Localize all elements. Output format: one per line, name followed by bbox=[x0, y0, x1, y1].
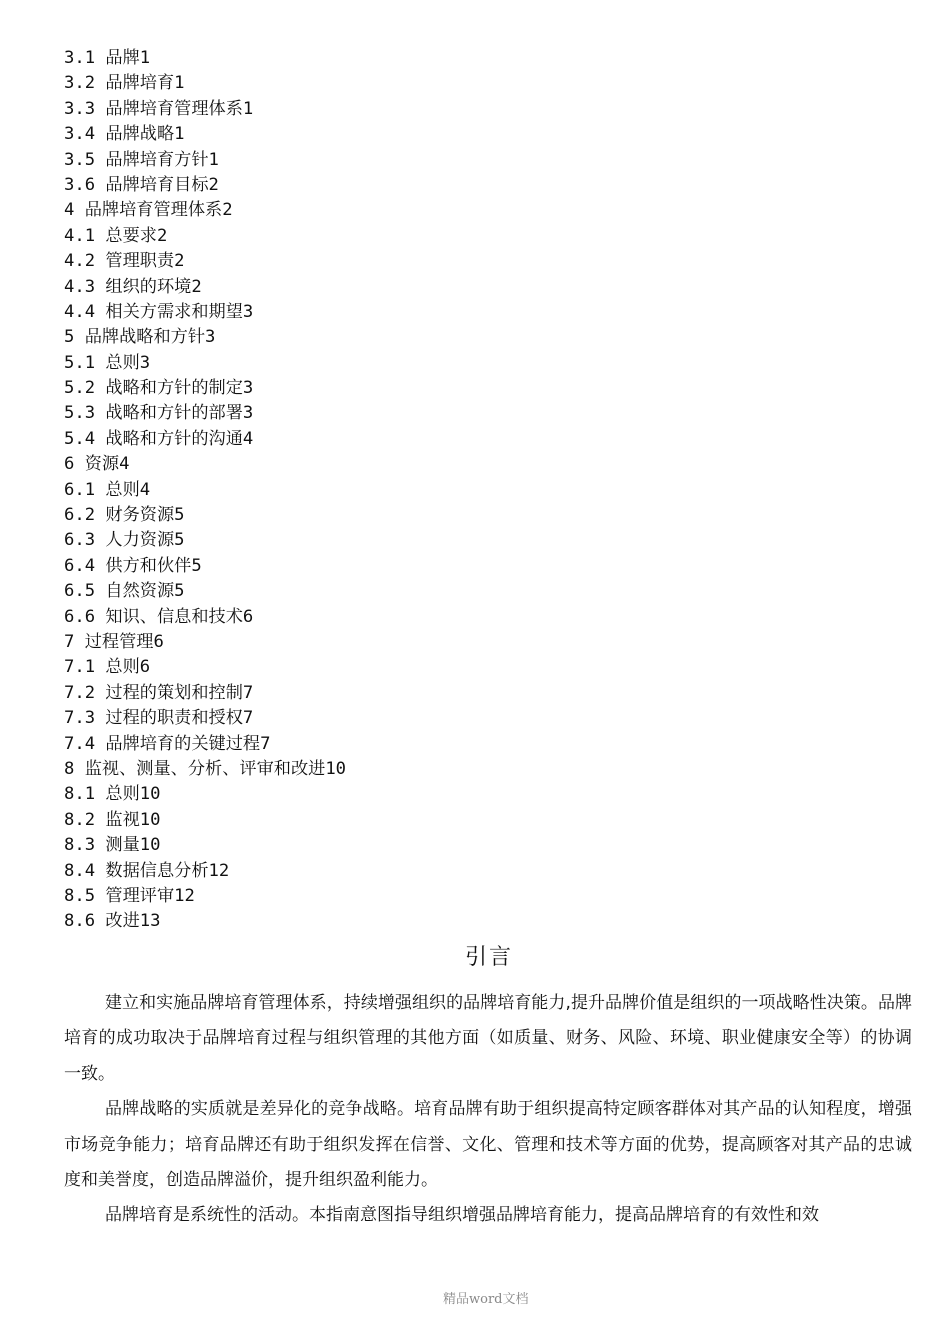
toc-item: 5.4 战略和方针的沟通4 bbox=[64, 428, 254, 449]
toc-item: 6.5 自然资源5 bbox=[64, 581, 185, 602]
toc-item: 5 品牌战略和方针3 bbox=[64, 327, 216, 348]
toc-item: 8.3 测量10 bbox=[64, 835, 161, 856]
toc-item: 8.5 管理评审12 bbox=[64, 885, 195, 906]
toc-item: 5.2 战略和方针的制定3 bbox=[64, 378, 254, 399]
toc-item: 8.4 数据信息分析12 bbox=[64, 860, 230, 881]
toc-item: 4.4 相关方需求和期望3 bbox=[64, 301, 254, 322]
toc-item: 3.1 品牌1 bbox=[64, 48, 151, 68]
paragraph: 品牌培育是系统性的活动。本指南意图指导组织增强品牌培育能力，提高品牌培育的有效性和效 bbox=[105, 1205, 819, 1226]
section-title: 引言 bbox=[464, 945, 513, 970]
toc-item: 3.5 品牌培育方针1 bbox=[64, 149, 219, 170]
toc-item: 6.3 人力资源5 bbox=[64, 530, 185, 551]
toc-item: 8.1 总则10 bbox=[64, 784, 161, 805]
toc-item: 8.2 监视10 bbox=[64, 809, 161, 830]
toc-item: 3.4 品牌战略1 bbox=[64, 124, 185, 145]
toc-item: 7.4 品牌培育的关键过程7 bbox=[64, 733, 271, 754]
toc-item: 3.2 品牌培育1 bbox=[64, 73, 185, 94]
toc-item: 6.1 总则4 bbox=[64, 479, 151, 500]
toc-item: 6.6 知识、信息和技术6 bbox=[64, 606, 254, 627]
toc-item: 4.3 组织的环境2 bbox=[64, 276, 202, 297]
toc-item: 7.2 过程的策划和控制7 bbox=[64, 682, 254, 703]
toc-item: 6.2 财务资源5 bbox=[64, 505, 185, 526]
toc-item: 5.3 战略和方针的部署3 bbox=[64, 403, 254, 424]
body-text bbox=[64, 986, 912, 1234]
paragraph: 建立和实施品牌培育管理体系，持续增强组织的品牌培育能力,提升品牌价值是组织的一项战略性决策。品牌培育的成功取决于品牌培育过程与组织管理的其他方面（如质量、财务、风险、环境、职业健康安全等）的协调一致。 bbox=[64, 993, 912, 1084]
paragraph: 品牌战略的实质就是差异化的竞争战略。培育品牌有助于组织提高特定顾客群体对其产品的认知程度，增强市场竞争能力；培育品牌还有助于组织发挥在信誉、文化、管理和技术等方面的优势，提高顾客对其产品的忠诚度和美誉度，创造品牌溢价，提升组织盈利能力。 bbox=[64, 1099, 912, 1191]
toc-item: 4.1 总要求2 bbox=[64, 225, 168, 246]
toc-item: 6.4 供方和伙伴5 bbox=[64, 555, 202, 576]
toc-item: 6 资源4 bbox=[64, 454, 130, 475]
toc-item: 4 品牌培育管理体系2 bbox=[64, 200, 233, 221]
toc-item: 5.1 总则3 bbox=[64, 352, 151, 373]
page-footer: 精品word文档 bbox=[443, 1292, 529, 1307]
toc-item: 7.1 总则6 bbox=[64, 657, 151, 678]
toc-item: 8 监视、测量、分析、评审和改进10 bbox=[64, 758, 347, 779]
toc-item: 8.6 改进13 bbox=[64, 911, 161, 932]
toc-item: 7.3 过程的职责和授权7 bbox=[64, 708, 254, 729]
toc-item: 3.3 品牌培育管理体系1 bbox=[64, 98, 254, 119]
toc-item: 4.2 管理职责2 bbox=[64, 251, 185, 272]
toc-item: 7 过程管理6 bbox=[64, 631, 164, 652]
table-of-contents bbox=[64, 46, 884, 935]
toc-item: 3.6 品牌培育目标2 bbox=[64, 174, 219, 195]
